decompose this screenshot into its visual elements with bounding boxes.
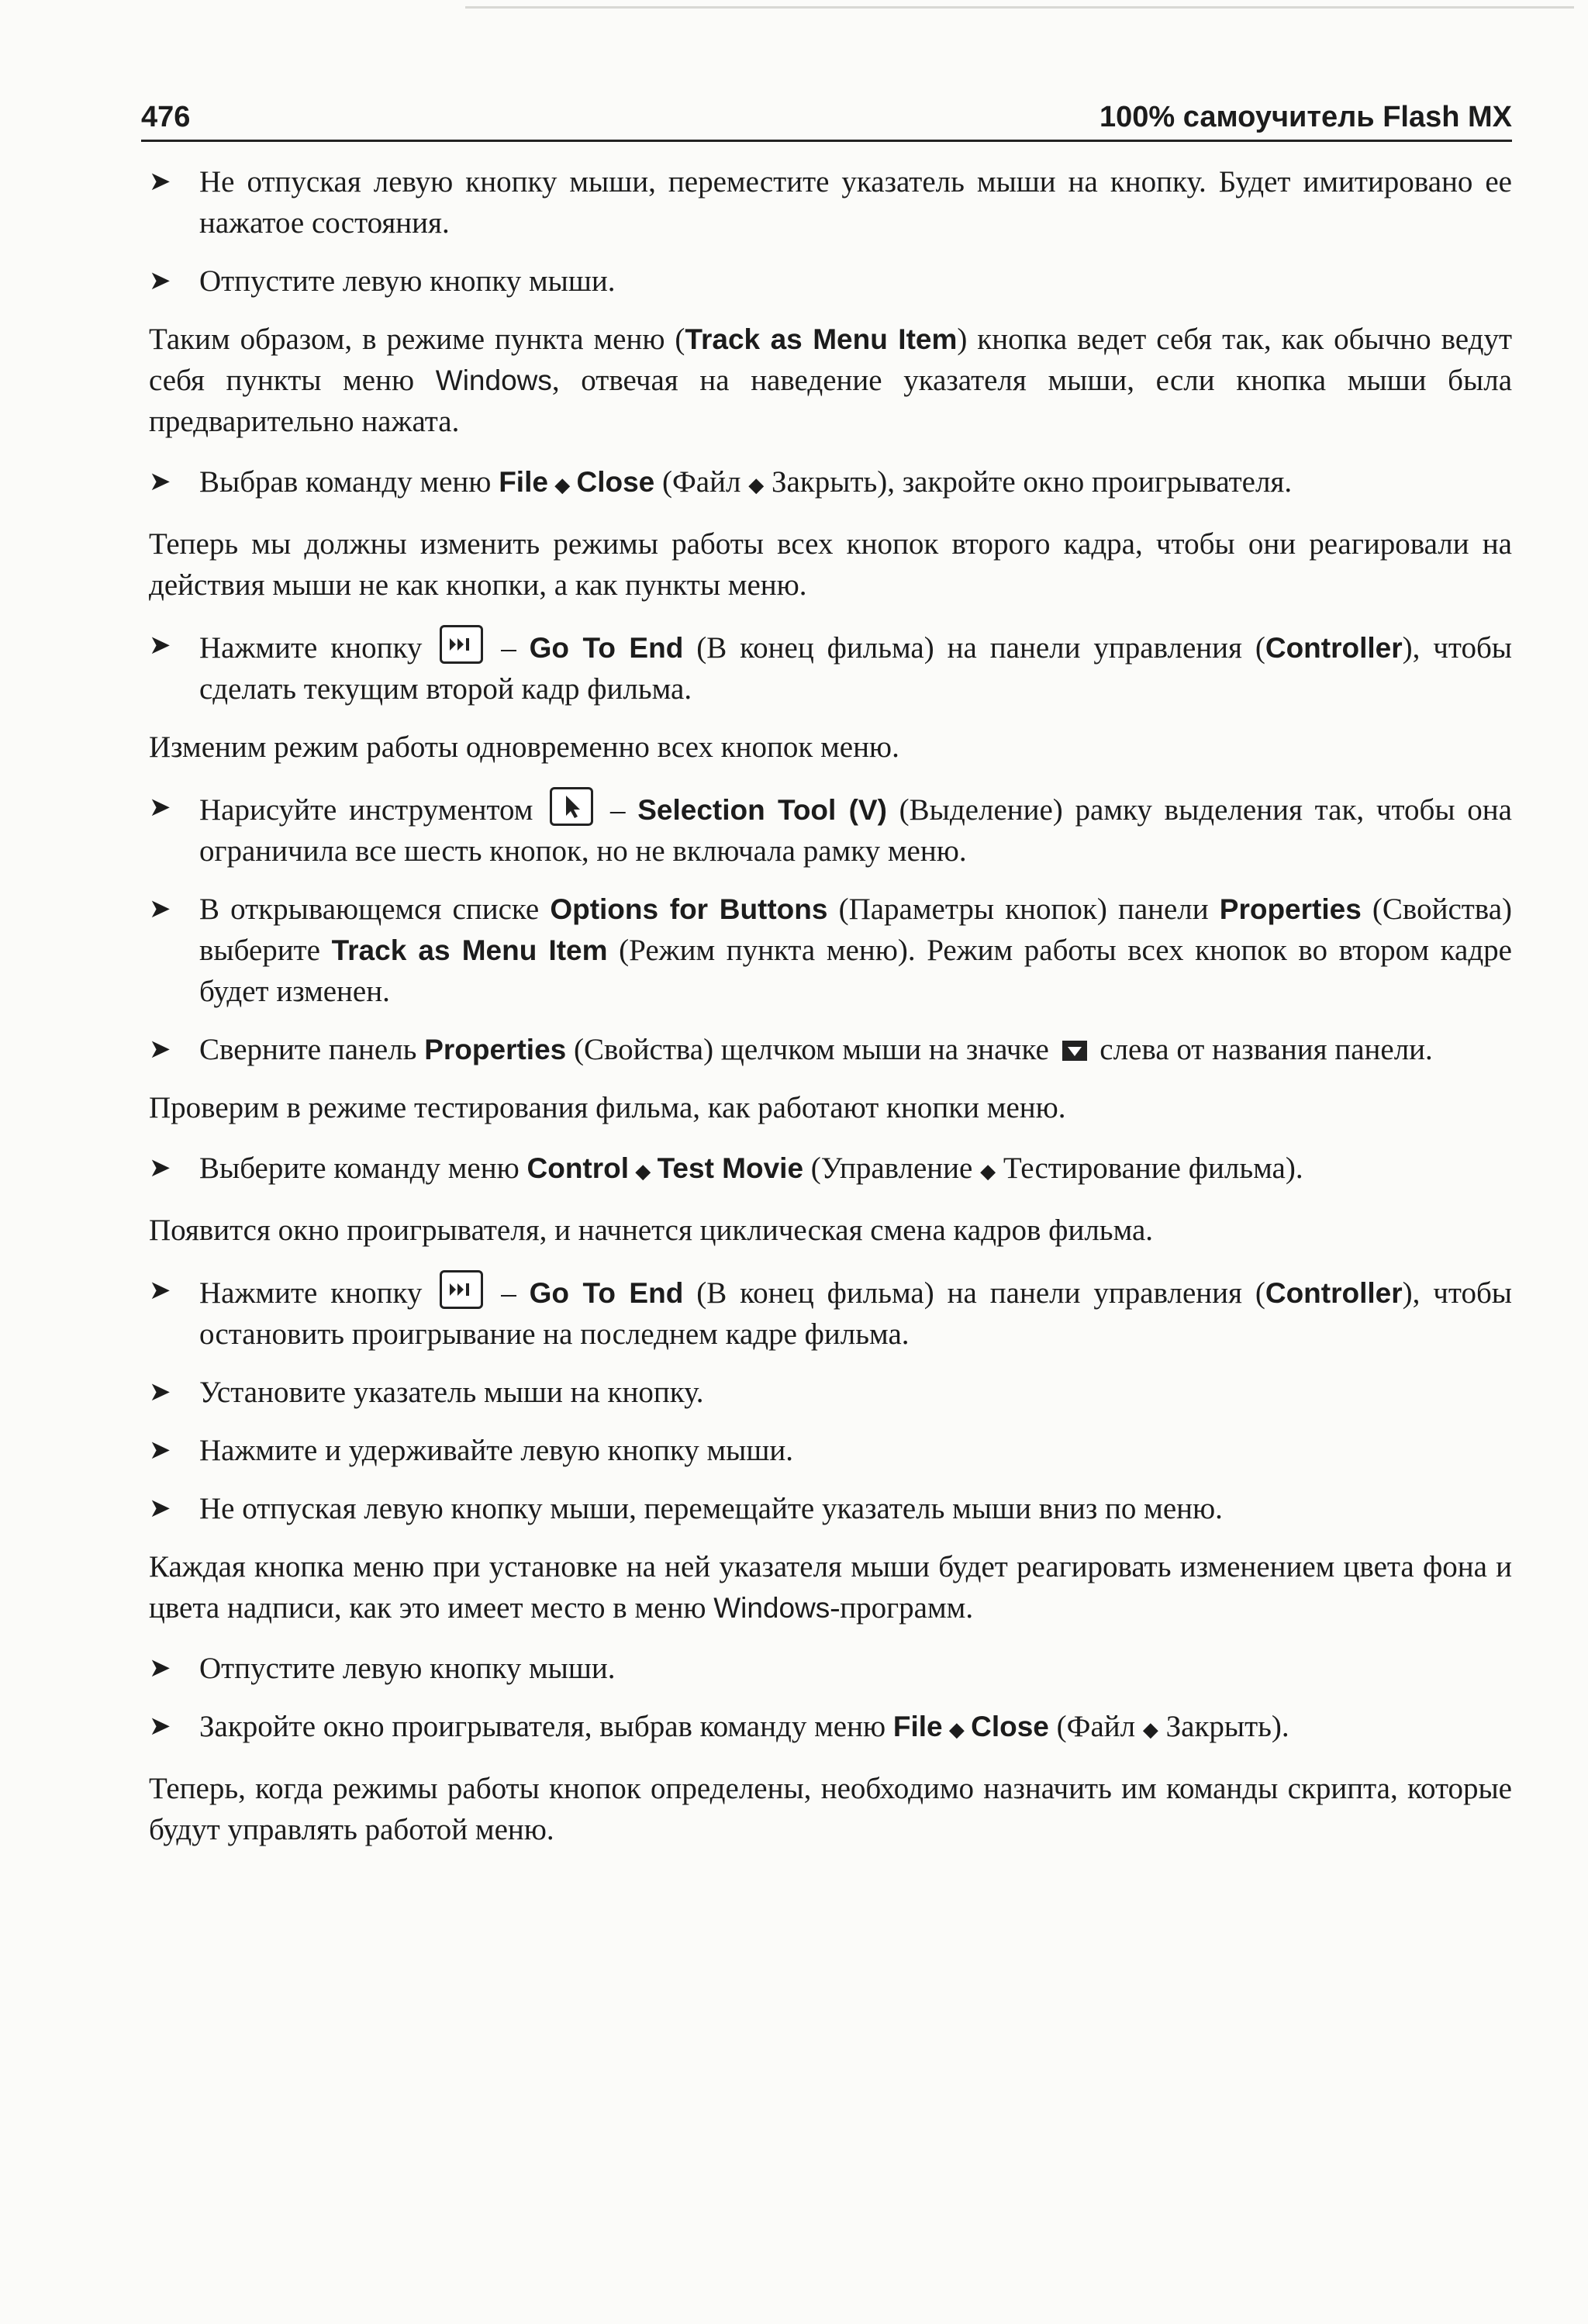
menu-separator: ◆ xyxy=(748,474,765,497)
ui-term: Properties xyxy=(424,1034,567,1065)
page-header xyxy=(141,95,1512,142)
paragraph xyxy=(149,1546,1512,1628)
text-run: Не отпуская левую кнопку мыши, переместите указатель мыши на кнопку. Будет имитировано ее нажатое состояния. xyxy=(199,165,1512,240)
text-run: Теперь мы должны изменить режимы работы всех кнопок второго кадра, чтобы они реагировали на действия мыши не как кнопки, а как пункты меню. xyxy=(149,527,1512,602)
selection-tool-icon xyxy=(550,787,593,826)
page-number: 476 xyxy=(141,101,191,133)
text-run: (Свойства) выберите xyxy=(199,893,1512,967)
text-run: Закрыть), закройте окно проигрывателя. xyxy=(764,465,1293,499)
paragraph xyxy=(149,1768,1512,1850)
text-run: Выберите команду меню xyxy=(199,1152,527,1185)
bullet-arrow-icon: ➤ xyxy=(149,1711,171,1742)
bullet-arrow-icon: ➤ xyxy=(149,792,171,823)
bullet-arrow-icon: ➤ xyxy=(149,1652,171,1683)
text-run: (Файл xyxy=(1048,1710,1143,1743)
menu-separator: ◆ xyxy=(1142,1718,1158,1742)
text-run: (Выделение) рамку выделения так, чтобы она ограничила все шесть кнопок, но не включала рамку меню. xyxy=(199,793,1512,868)
ui-term: Go To End xyxy=(529,632,684,664)
ui-term: Controller xyxy=(1265,1277,1403,1309)
text-run: – xyxy=(598,793,638,827)
bullet-item xyxy=(149,1029,1512,1070)
text-run: Выбрав команду меню xyxy=(199,465,499,499)
ui-term: Options for Buttons xyxy=(550,893,828,925)
text-run: Нажмите кнопку xyxy=(199,631,436,665)
go-to-end-icon xyxy=(440,625,483,664)
text-run: ), чтобы сделать текущим второй кадр фильма. xyxy=(199,631,1512,706)
ui-term: Close xyxy=(576,466,655,498)
bullet-item xyxy=(149,889,1512,1012)
text-run: слева от названия панели. xyxy=(1092,1033,1433,1066)
text-run: Нажмите и удерживайте левую кнопку мыши. xyxy=(199,1434,794,1467)
bullet-arrow-icon: ➤ xyxy=(149,1275,171,1306)
bullet-item xyxy=(149,625,1512,710)
product-name: Windows xyxy=(435,364,552,396)
bullet-item xyxy=(149,1270,1512,1355)
text-run: (Управление xyxy=(803,1152,981,1185)
text-run: Установите указатель мыши на кнопку. xyxy=(199,1376,704,1409)
menu-separator: ◆ xyxy=(547,474,577,497)
bullet-item xyxy=(149,1648,1512,1689)
bullet-arrow-icon: ➤ xyxy=(149,893,171,924)
page-body xyxy=(149,161,1512,1870)
bullet-arrow-icon: ➤ xyxy=(149,1376,171,1407)
bullet-arrow-icon: ➤ xyxy=(149,1034,171,1065)
bullet-item xyxy=(149,461,1512,506)
text-run: Нарисуйте инструментом xyxy=(199,793,546,827)
text-run: (В конец фильма) на панели управления ( xyxy=(683,631,1265,665)
product-name: Windows xyxy=(713,1592,830,1624)
text-run: В открывающемся списке xyxy=(199,893,551,926)
ui-term: Test Movie xyxy=(657,1152,804,1184)
text-run: Закрыть). xyxy=(1158,1710,1289,1743)
paragraph xyxy=(149,1087,1512,1128)
bullet-item xyxy=(149,1372,1512,1413)
bullet-arrow-icon: ➤ xyxy=(149,466,171,497)
menu-separator: ◆ xyxy=(980,1160,996,1183)
go-to-end-icon xyxy=(440,1270,483,1309)
text-run: Теперь, когда режимы работы кнопок определены, необходимо назначить им команды скрипта, которые будут управлять работой меню. xyxy=(149,1772,1512,1846)
text-run: (Параметры кнопок) панели xyxy=(827,893,1220,926)
paragraph xyxy=(149,727,1512,768)
bullet-item xyxy=(149,1706,1512,1751)
ui-term: Properties xyxy=(1219,893,1362,925)
ui-term: Control xyxy=(526,1152,630,1184)
text-run: Изменим режим работы одновременно всех кнопок меню. xyxy=(149,730,899,764)
bullet-arrow-icon: ➤ xyxy=(149,265,171,296)
ui-term: File xyxy=(892,1711,943,1742)
text-run: (Режим пункта меню). Режим работы всех кнопок во втором кадре будет изменен. xyxy=(199,934,1512,1008)
ui-term: Track as Menu Item xyxy=(685,323,958,355)
text-run: Каждая кнопка меню при установке на ней указателя мыши будет реагировать изменением цвета фона и цвета надписи, как это имеет место в меню xyxy=(149,1550,1512,1625)
text-run: Сверните панель xyxy=(199,1033,425,1066)
collapse-panel-icon xyxy=(1062,1039,1088,1062)
menu-separator: ◆ xyxy=(629,1160,658,1183)
text-run: (В конец фильма) на панели управления ( xyxy=(683,1276,1265,1310)
bullet-item xyxy=(149,1148,1512,1193)
ui-term: Track as Menu Item xyxy=(331,934,608,966)
bullet-item xyxy=(149,1488,1512,1529)
paragraph xyxy=(149,523,1512,606)
text-run: – xyxy=(488,631,530,665)
paragraph xyxy=(149,319,1512,442)
text-run: Отпустите левую кнопку мыши. xyxy=(199,264,616,298)
bullet-arrow-icon: ➤ xyxy=(149,1435,171,1466)
ui-term: Controller xyxy=(1265,632,1403,664)
bullet-arrow-icon: ➤ xyxy=(149,166,171,197)
text-run: Появится окно проигрывателя, и начнется циклическая смена кадров фильма. xyxy=(149,1214,1154,1247)
bullet-arrow-icon: ➤ xyxy=(149,1152,171,1183)
running-title: 100% самоучитель Flash MX xyxy=(1100,101,1512,133)
ui-term: Selection Tool (V) xyxy=(637,794,887,826)
text-run: Не отпуская левую кнопку мыши, перемещайте указатель мыши вниз по меню. xyxy=(199,1492,1223,1525)
bullet-item xyxy=(149,1430,1512,1471)
bullet-arrow-icon: ➤ xyxy=(149,630,171,661)
text-run: – xyxy=(488,1276,530,1310)
ui-term: Go To End xyxy=(529,1277,684,1309)
text-run: Нажмите кнопку xyxy=(199,1276,436,1310)
ui-term: Close xyxy=(971,1711,1049,1742)
paragraph xyxy=(149,1210,1512,1251)
text-run: ), чтобы остановить проигрывание на последнем кадре фильма. xyxy=(199,1276,1512,1351)
bullet-item xyxy=(149,261,1512,302)
text-run: Таким образом, в режиме пункта меню ( xyxy=(149,323,685,356)
scan-edge-line xyxy=(465,6,1574,9)
bullet-item xyxy=(149,787,1512,872)
text-run: Отпустите левую кнопку мыши. xyxy=(199,1652,616,1685)
text-run: ) кнопка ведет себя так, как обычно ведут себя пункты меню xyxy=(149,323,1512,397)
text-run: , отвечая на наведение указателя мыши, если кнопка мыши была предварительно нажата. xyxy=(149,364,1513,438)
text-run: (Файл xyxy=(654,465,749,499)
menu-separator: ◆ xyxy=(942,1718,972,1742)
text-run: (Свойства) щелчком мыши на значке xyxy=(566,1033,1057,1066)
text-run: -программ. xyxy=(830,1591,974,1625)
text-run: Закройте окно проигрывателя, выбрав команду меню xyxy=(199,1710,893,1743)
text-run: Проверим в режиме тестирования фильма, как работают кнопки меню. xyxy=(149,1091,1066,1124)
ui-term: File xyxy=(499,466,548,498)
bullet-arrow-icon: ➤ xyxy=(149,1493,171,1524)
text-run: Тестирование фильма). xyxy=(996,1152,1303,1185)
bullet-item xyxy=(149,161,1512,243)
